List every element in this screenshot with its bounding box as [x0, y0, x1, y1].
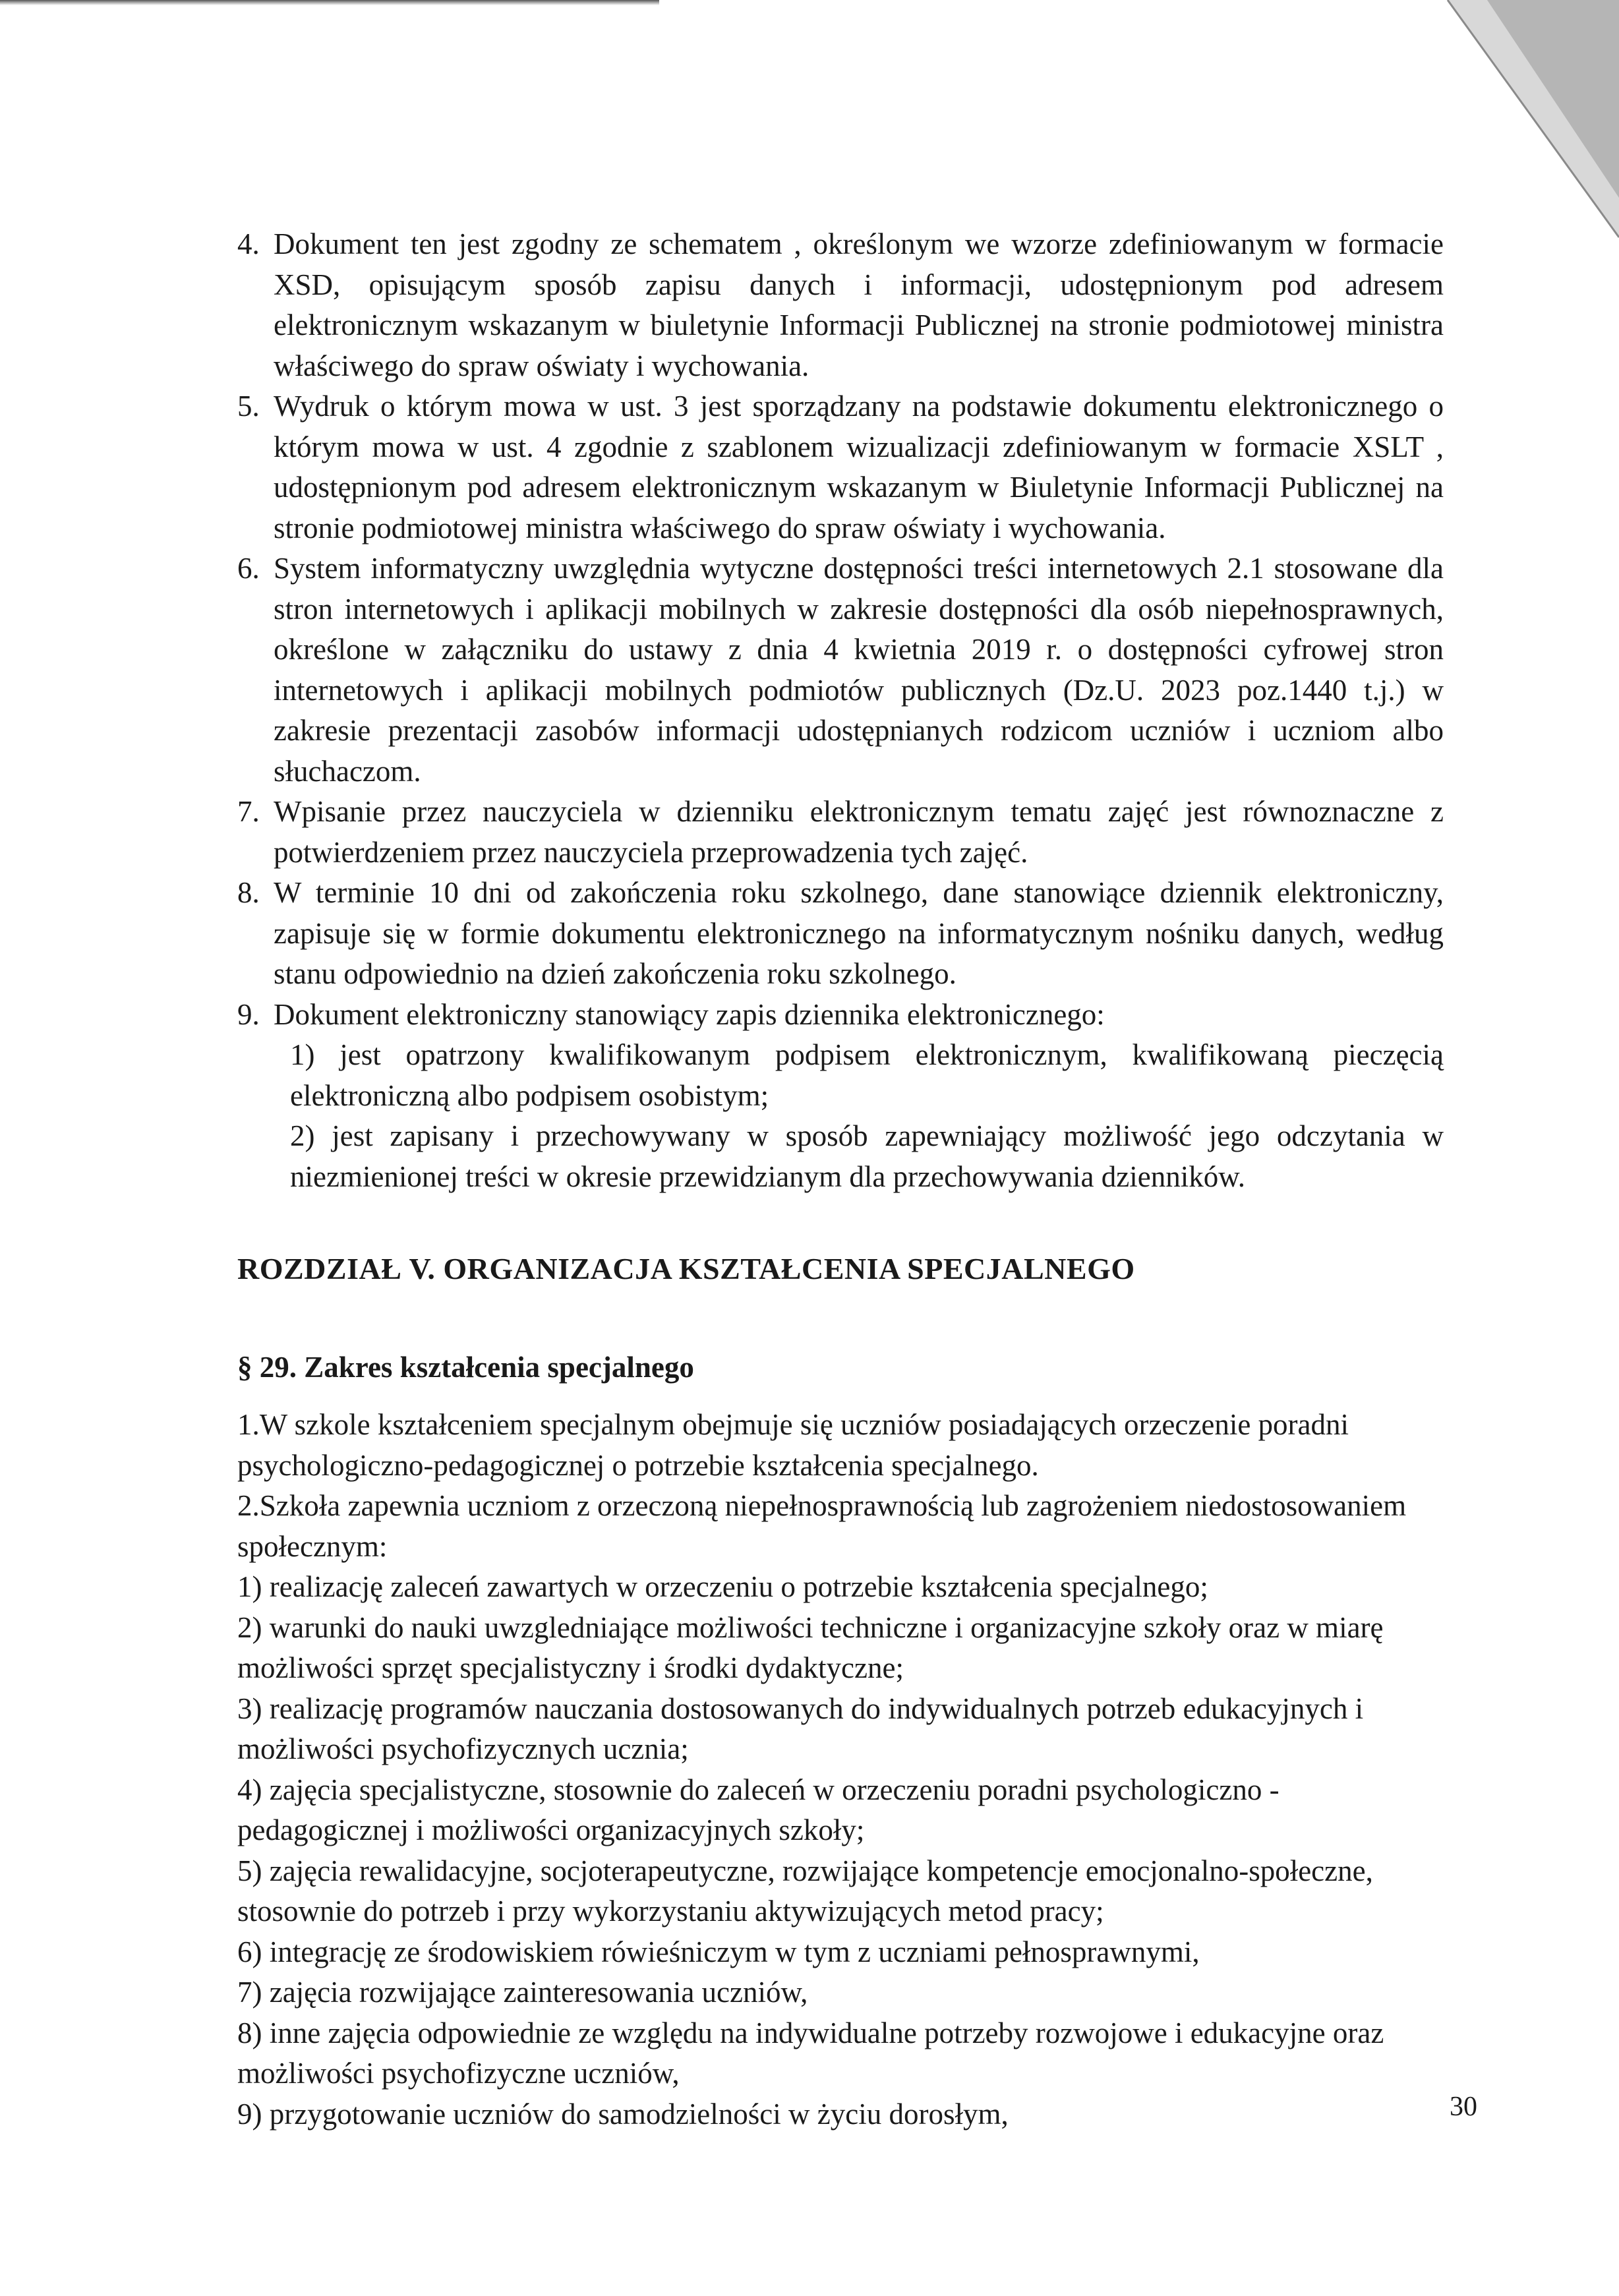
numbered-list [237, 224, 1444, 1197]
list-item-number: 7. [237, 795, 260, 828]
list-item-number: 4. [237, 227, 260, 260]
paragraph: 3) realizację programów nauczania dostosowanych do indywidualnych potrzeb edukacyjnych i możliwości psychofizycznych ucznia; [237, 1692, 1364, 1765]
list-item [237, 873, 1444, 995]
sub-list-item: 1) jest opatrzony kwalifikowanym podpisem elektronicznym, kwalifikowaną pieczęcią elektroniczną albo podpisem osobistym; [290, 1038, 1444, 1112]
paragraph: 5) zajęcia rewalidacyjne, socjoterapeutyczne, rozwijające kompetencje emocjonalno-społeczne, stosownie do potrzeb i przy wykorzystaniu aktywizujących metod pracy; [237, 1854, 1373, 1928]
list-item-text: System informatyczny uwzględnia wytyczne dostępności treści internetowych 2.1 stosowane dla stron internetowych i aplikacji mobilnych w zakresie dostępności dla osób niepełnosprawnych, określone w załączniku do ustawy z dnia 4 kwietnia 2019 r. o dostępności cyfrowej stron internetowych i aplikacji mobilnych podmiotów publicznych (Dz.U. 2023 poz.1440 t.j.) w zakresie prezentacji zasobów informacji udostępnianych rodzicom uczniów i uczniom albo słuchaczom. [274, 552, 1444, 788]
paragraph: 8) inne zajęcia odpowiednie ze względu na indywidualne potrzeby rozwojowe i edukacyjne oraz możliwości psychofizyczne uczniów, [237, 2016, 1384, 2090]
page-number: 30 [1450, 2092, 1477, 2122]
paragraph: 9) przygotowanie uczniów do samodzielności w życiu dorosłym, [237, 2097, 1009, 2131]
chapter-title: ROZDZIAŁ V. ORGANIZACJA KSZTAŁCENIA SPECJALNEGO [237, 1252, 1135, 1285]
paragraph: 2.Szkoła zapewnia uczniom z orzeczoną niepełnosprawnością lub zagrożeniem niedostosowaniem społecznym: [237, 1489, 1407, 1563]
list-item-text: Wydruk o którym mowa w ust. 3 jest sporządzany na podstawie dokumentu elektronicznego o którym mowa w ust. 4 zgodnie z szablonem wizualizacji zdefiniowanym w formacie XSLT , udostępnionym pod adresem elektronicznym wskazanym w Biuletynie Informacji Publicznej na stronie podmiotowej ministra właściwego do spraw oświaty i wychowania. [274, 390, 1444, 545]
list-item [237, 792, 1444, 873]
list-item-number: 8. [237, 876, 260, 909]
list-item [237, 995, 1444, 1198]
scan-corner-shadow [1316, 0, 1619, 250]
paragraph: 7) zajęcia rozwijające zainteresowania uczniów, [237, 1976, 808, 2009]
scan-top-edge [0, 0, 659, 5]
section-title: § 29. Zakres kształcenia specjalnego [237, 1350, 694, 1384]
list-item-text: W terminie 10 dni od zakończenia roku szkolnego, dane stanowiące dziennik elektroniczny, zapisuje się w formie dokumentu elektronicznego na informatycznym nośniku danych, według stanu odpowiednio na dzień zakończenia roku szkolnego. [274, 876, 1444, 990]
paragraph: 1.W szkole kształceniem specjalnym obejmuje się uczniów posiadających orzeczenie poradni psychologiczno-pedagogicznej o potrzebie kształcenia specjalnego. [237, 1408, 1349, 1482]
sub-list-item: 2) jest zapisany i przechowywany w sposób zapewniający możliwość jego odczytania w niezmienionej treści w okresie przewidzianym dla przechowywania dzienników. [290, 1119, 1444, 1193]
paragraph: 6) integrację ze środowiskiem rówieśniczym w tym z uczniami pełnosprawnymi, [237, 1935, 1200, 1968]
list-item-text: Dokument elektroniczny stanowiący zapis dziennika elektronicznego: [274, 997, 1105, 1031]
paragraph: 2) warunki do nauki uwzgledniające możliwości techniczne i organizacyjne szkoły oraz w miarę możliwości sprzęt specjalistyczny i środki dydaktyczne; [237, 1610, 1384, 1684]
list-item-number: 5. [237, 390, 260, 423]
list-item [237, 548, 1444, 792]
list-item-text: Dokument ten jest zgodny ze schematem , określonym we wzorze zdefiniowanym w formacie XSD, opisującym sposób zapisu danych i informacji, udostępnionym pod adresem elektronicznym wskazanym w biuletynie Informacji Publicznej na stronie podmiotowej ministra właściwego do spraw oświaty i wychowania. [274, 227, 1444, 382]
document-page [237, 224, 1444, 2134]
paragraph: 4) zajęcia specjalistyczne, stosownie do zaleceń w orzeczeniu poradni psychologiczno - pedagogicznej i możliwości organizacyjnych szkoły; [237, 1773, 1280, 1846]
list-item [237, 224, 1444, 386]
list-item-number: 9. [237, 997, 260, 1031]
list-item [237, 386, 1444, 548]
paragraph: 1) realizację zaleceń zawartych w orzeczeniu o potrzebie kształcenia specjalnego; [237, 1570, 1208, 1603]
list-item-text: Wpisanie przez nauczyciela w dzienniku elektronicznym tematu zajęć jest równoznaczne z potwierdzeniem przez nauczyciela przeprowadzenia tych zajęć. [274, 795, 1444, 869]
list-item-number: 6. [237, 552, 260, 585]
